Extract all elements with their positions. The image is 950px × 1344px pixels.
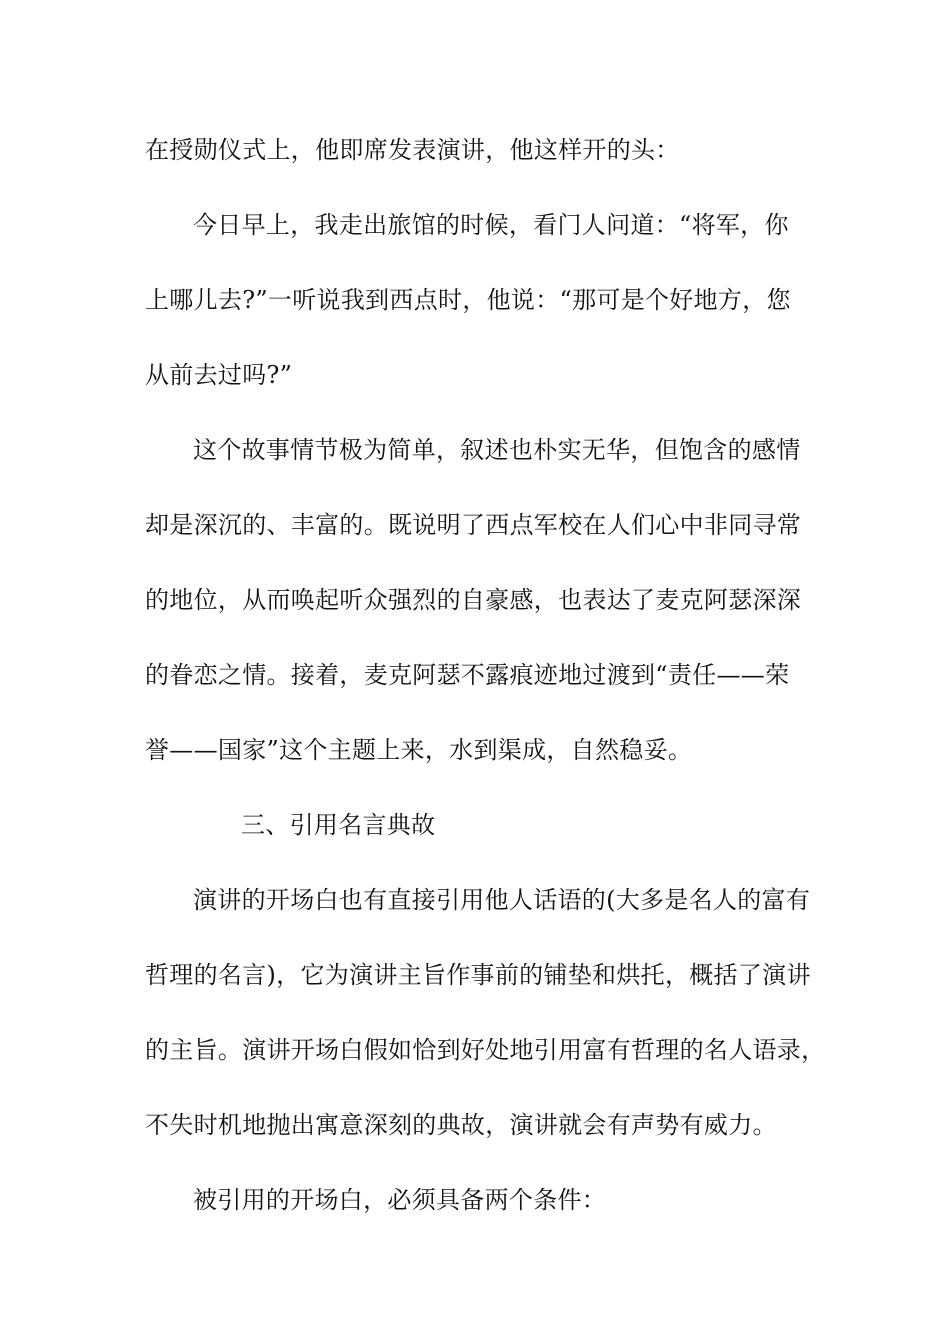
quote-line: 上哪儿去?”一听说我到西点时，他说：“那可是个好地方，您 xyxy=(145,286,791,314)
quote-line: 从前去过吗?” xyxy=(145,361,293,389)
quote-line: 今日早上，我走出旅馆的时候，看门人问道：“将军，你 xyxy=(193,211,789,239)
paragraph-line: 的地位，从而唤起听众强烈的自豪感，也表达了麦克阿瑟深深 xyxy=(145,586,802,614)
paragraph-line: 誉——国家”这个主题上来，水到渠成，自然稳妥。 xyxy=(145,736,693,764)
paragraph-line: 哲理的名言)，它为演讲主旨作事前的铺垫和烘托，概括了演讲 xyxy=(145,961,811,989)
paragraph-line: 不失时机地抛出寓意深刻的典故，演讲就会有声势有威力。 xyxy=(145,1111,777,1139)
paragraph-line: 却是深沉的、丰富的。既说明了西点军校在人们心中非同寻常 xyxy=(145,511,802,539)
paragraph-line: 的主旨。演讲开场白假如恰到好处地引用富有哲理的名人语录， xyxy=(145,1036,826,1064)
paragraph-line: 这个故事情节极为简单，叙述也朴实无华，但饱含的感情 xyxy=(193,436,801,464)
paragraph-line: 在授勋仪式上，他即席发表演讲，他这样开的头： xyxy=(145,136,680,164)
section-heading: 三、引用名言典故 xyxy=(241,811,436,839)
paragraph-line: 演讲的开场白也有直接引用他人话语的(大多是名人的富有 xyxy=(193,886,811,914)
paragraph-line: 的眷恋之情。接着，麦克阿瑟不露痕迹地过渡到“责任——荣 xyxy=(145,661,790,689)
paragraph-line: 被引用的开场白，必须具备两个条件： xyxy=(193,1186,607,1214)
